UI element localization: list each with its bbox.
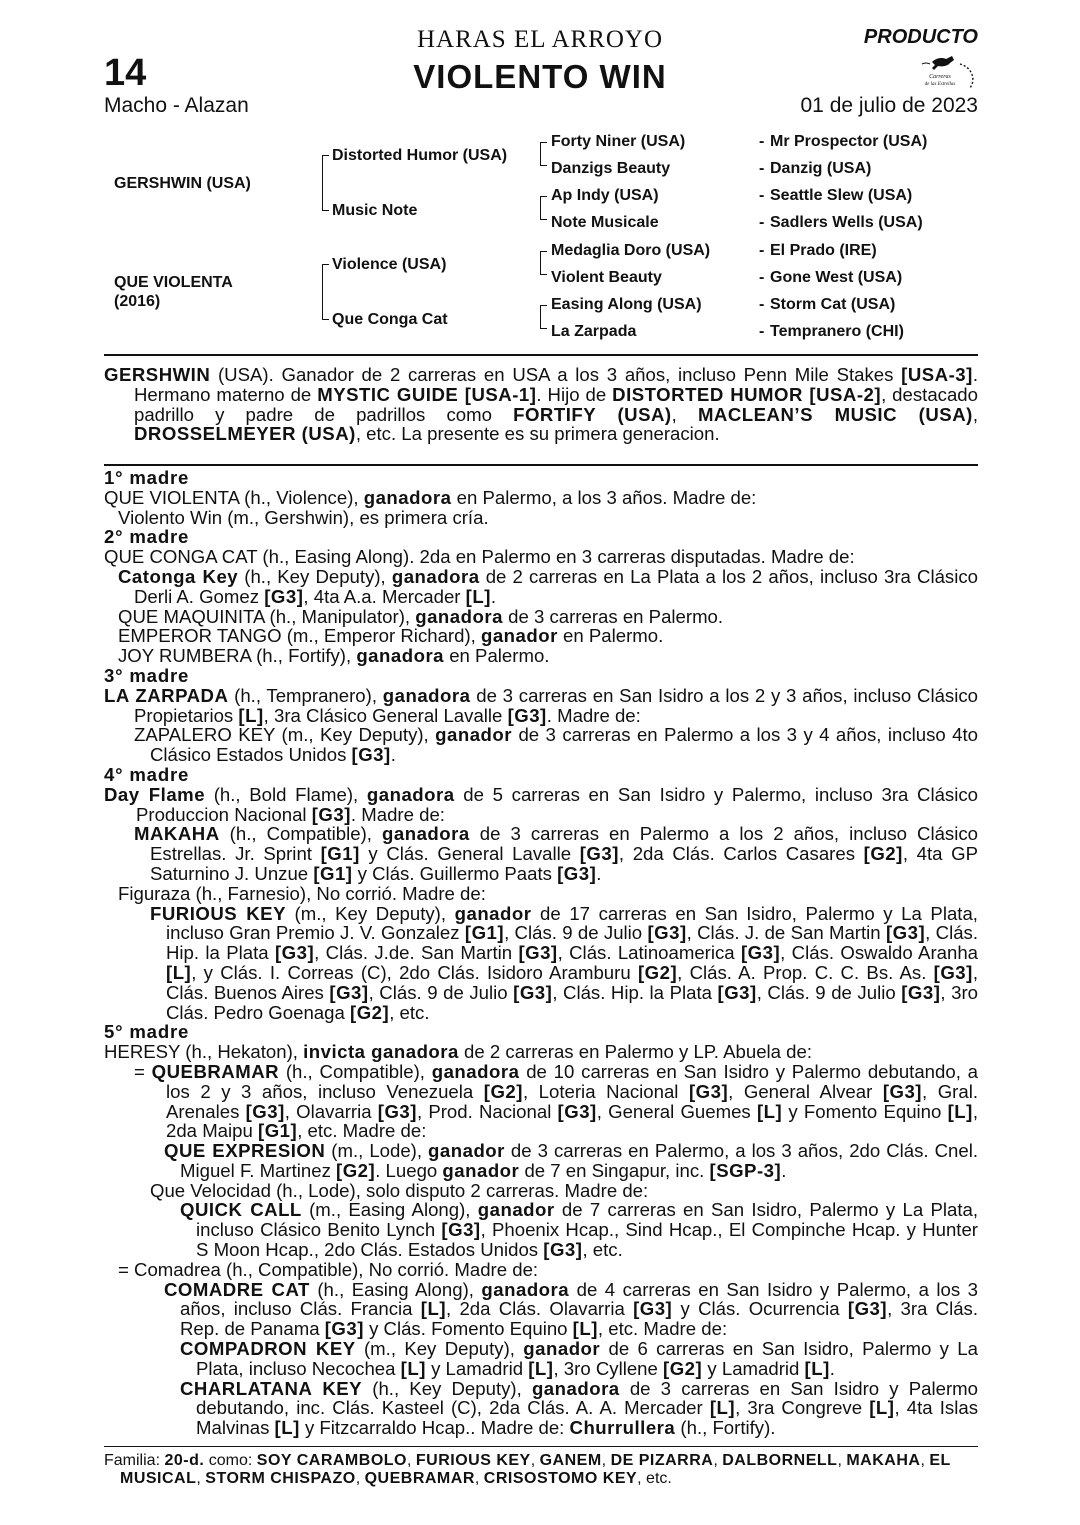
text: ganador <box>442 1159 520 1181</box>
text: , <box>355 1470 365 1487</box>
text: , Clás. 9 de Julio <box>756 981 902 1003</box>
text: , <box>671 403 698 425</box>
text: (h., Easing Along), <box>309 1278 482 1300</box>
text: , General Guemes <box>596 1100 757 1122</box>
text: COMPADRON KEY <box>180 1338 356 1360</box>
text: [G3] <box>513 981 553 1003</box>
text: de 2 carreras en Palermo y LP. Abuela de: <box>458 1041 813 1063</box>
text: ganadora <box>363 486 452 508</box>
text: en Palermo. <box>557 625 664 647</box>
text: [G1] <box>313 862 353 884</box>
document-tag: PRODUCTO <box>863 26 978 48</box>
text: . <box>829 1357 835 1379</box>
text: ganadora <box>481 1278 570 1300</box>
text: (h., Fortify). <box>675 1417 776 1439</box>
text: . <box>490 585 497 607</box>
pedigree-bracket <box>540 196 547 220</box>
text: y Clás. Ocurrencia <box>672 1298 848 1320</box>
text: (h., Tempranero), <box>228 684 383 706</box>
text: EMPEROR TANGO (m., Emperor Richard), <box>118 625 481 647</box>
grade: [USA-3] <box>901 364 973 385</box>
text: , <box>530 1452 540 1469</box>
text: (USA). Ganador de 2 carreras en USA a los 3 años, incluso Penn Mile Stakes <box>210 364 902 385</box>
carreras-logo-icon <box>902 54 978 94</box>
pedigree-dash: - <box>759 214 765 231</box>
haras-name: HARAS EL ARROYO <box>416 26 664 53</box>
text: y Clás. Guillermo Paats <box>352 862 558 884</box>
text: , Clás. J. de San Martin <box>686 922 886 944</box>
text: ganadora <box>531 1377 620 1399</box>
text: FURIOUS KEY <box>415 1452 531 1469</box>
svg-text:de las Estrellas: de las Estrellas <box>924 82 956 87</box>
text: CRISOSTOMO KEY <box>483 1470 638 1487</box>
text: CHARLATANA KEY <box>180 1377 363 1399</box>
text: de 7 en Singapur, inc. <box>519 1159 710 1181</box>
section-heading: 1° madre <box>104 467 190 488</box>
text: , Clás. J.de. San Martin <box>314 942 519 964</box>
text: QUEBRAMAR <box>364 1470 475 1487</box>
text: [G3] <box>882 1080 922 1102</box>
text: , Gral. Arenales <box>166 1080 979 1122</box>
text: [G3] <box>245 1100 285 1122</box>
text: DE PIZARRA <box>610 1452 714 1469</box>
text: de 5 carreras en San Isidro y Palermo, incluso 3ra Clásico Produccion Nacional <box>136 783 978 825</box>
text: , <box>972 403 978 425</box>
text: , etc. <box>637 1470 672 1487</box>
text: y Clás. General Lavalle <box>359 843 580 865</box>
pedigree-gen3: Ap Indy (USA) <box>551 187 659 204</box>
text: de 6 carreras en San Isidro, Palermo y La Plata, incluso Necochea <box>196 1338 978 1379</box>
text: (h., Compatible), <box>219 823 383 845</box>
text: (h., Bold Flame), <box>205 783 367 805</box>
text: (m., Easing Along), <box>301 1199 478 1221</box>
text: [G3] <box>441 1219 481 1241</box>
text: [SGP-3] <box>709 1159 782 1181</box>
text: ganadora <box>356 645 445 667</box>
pedigree-dam-year: (2016) <box>114 293 161 310</box>
text: [L] <box>804 1357 830 1379</box>
text: , destacado padrillo y padre de padrillos como <box>134 383 978 425</box>
text: ganadora <box>415 605 503 627</box>
text: , <box>837 1452 847 1469</box>
text: QUEBRAMAR <box>151 1060 280 1082</box>
text: [G3] <box>324 1318 364 1340</box>
text: HERESY (h., Hekaton), <box>104 1041 304 1063</box>
pedigree-gen4: Gone West (USA) <box>770 269 903 286</box>
text: , 4ta Islas Malvinas <box>196 1397 978 1439</box>
horse-ref: MACLEAN’S MUSIC (USA) <box>697 403 973 425</box>
pedigree-dash: - <box>759 133 765 150</box>
text: GANEM <box>539 1452 602 1469</box>
text: [G2] <box>637 961 678 983</box>
text: . <box>781 1159 787 1181</box>
text: [G1] <box>258 1120 298 1142</box>
text: , Clás. 9 de Julio <box>368 981 514 1003</box>
text: [G3] <box>507 704 547 726</box>
horse-name: VIOLENTO WIN <box>413 58 667 95</box>
pedigree-gen2: Violence (USA) <box>332 256 447 273</box>
text: [L] <box>869 1397 895 1419</box>
horse-ref: FORTIFY (USA) <box>513 403 672 425</box>
pedigree-bracket <box>540 251 547 275</box>
text: [G3] <box>518 942 558 964</box>
text: , <box>196 1470 206 1487</box>
pedigree-bracket <box>540 305 547 329</box>
text: . Madre de: <box>350 803 445 825</box>
pedigree-gen4: Tempranero (CHI) <box>770 323 904 340</box>
text: [G3] <box>740 942 781 964</box>
text: , 4ta A.a. Mercader <box>303 585 466 607</box>
divider <box>104 354 978 356</box>
pedigree-bracket <box>540 142 547 166</box>
text: [G3] <box>688 1080 729 1102</box>
text: MAKAHA <box>846 1452 921 1469</box>
text: = Comadrea (h., Compatible), No corrió. Madre de: <box>118 1258 539 1280</box>
text: DALBORNELL <box>722 1452 838 1469</box>
text: ganador <box>428 1140 505 1162</box>
text: Catonga Key <box>118 565 239 587</box>
text: [G2] <box>483 1080 523 1102</box>
pedigree-gen4: Storm Cat (USA) <box>770 296 896 313</box>
text: [G3] <box>264 585 304 607</box>
text: [G2] <box>663 1357 703 1379</box>
text: [L] <box>709 1397 736 1419</box>
text: [G3] <box>351 744 391 766</box>
section-heading: 5° madre <box>104 1021 190 1043</box>
pedigree-gen4: El Prado (IRE) <box>770 242 877 259</box>
family-footer <box>104 1452 978 1488</box>
text: [G3] <box>633 1298 673 1320</box>
pedigree-gen3: Medaglia Doro (USA) <box>551 242 711 259</box>
text: ZAPALERO KEY (m., Key Deputy), <box>134 724 436 746</box>
text: , etc. La presente es su primera generacion. <box>355 423 720 445</box>
horse-ref: DISTORTED HUMOR [USA-2] <box>612 383 882 405</box>
pedigree-dash: - <box>759 323 765 340</box>
text: , <box>406 1452 416 1469</box>
text: ganador <box>480 625 558 647</box>
text: [L] <box>420 1298 447 1320</box>
text: [G3] <box>557 862 597 884</box>
text: [G3] <box>885 922 926 944</box>
text: , 2da Clás. Carlos Casares <box>618 843 864 865</box>
text: [L] <box>756 1100 783 1122</box>
text: , y Clás. I. Correas (C), 2do Clás. Isidoro Aramburu <box>191 961 638 983</box>
text: [G1] <box>464 922 505 944</box>
text: de 2 carreras en La Plata a los 2 años, incluso 3ra Clásico Derli A. Gomez <box>134 565 978 607</box>
text: [G3] <box>647 922 687 944</box>
text: , <box>474 1470 484 1487</box>
text: , etc. Madre de: <box>297 1120 427 1142</box>
text: , 4ta GP Saturnino J. Unzue <box>150 843 978 884</box>
text: , Phoenix Hcap., Sind Hcap., El Compinche Hcap. y Hunter S Moon Hcap., 2do Clás. Estados Unidos <box>196 1219 978 1261</box>
family-section <box>104 468 978 1438</box>
text: , Clás. 9 de Julio <box>504 922 648 944</box>
text: , <box>713 1452 723 1469</box>
pedigree-dash: - <box>759 296 765 313</box>
text: , General Alvear <box>728 1080 883 1102</box>
text: COMADRE CAT <box>164 1278 310 1300</box>
text: QUE MAQUINITA (h., Manipulator), <box>118 605 416 627</box>
text: , Loteria Nacional <box>522 1080 689 1102</box>
section-heading: 4° madre <box>104 763 190 785</box>
text: (h., Key Deputy), <box>362 1377 532 1399</box>
pedigree-bracket <box>322 155 329 211</box>
svg-text:Carreras: Carreras <box>929 74 951 80</box>
text: (m., Key Deputy), <box>285 902 455 924</box>
text: , <box>601 1452 611 1469</box>
text: , Olavarria <box>284 1100 378 1122</box>
text: [G3] <box>543 1239 583 1261</box>
text: de 3 carreras en Palermo, a los 3 años, 2do Clás. Cnel. Miguel F. Martinez <box>180 1140 978 1181</box>
text: (m., Lode), <box>325 1140 429 1162</box>
pedigree-dash: - <box>759 187 765 204</box>
text: SOY CARAMBOLO <box>256 1452 407 1469</box>
text: . Hermano materno de <box>134 364 978 405</box>
text: , 3ro Cyllene <box>553 1357 664 1379</box>
text: ganadora <box>366 783 455 805</box>
text: [G3] <box>901 981 941 1003</box>
text: , Prod. Nacional <box>416 1100 558 1122</box>
text: ganadora <box>431 1060 520 1082</box>
pedigree-gen3: Danzigs Beauty <box>551 160 671 177</box>
pedigree-sire: GERSHWIN (USA) <box>114 175 251 192</box>
text: [L] <box>465 585 491 607</box>
pedigree-gen3: Violent Beauty <box>551 269 662 286</box>
text: de 3 carreras en Palermo. <box>502 605 724 627</box>
pedigree-dash: - <box>759 242 765 259</box>
text: . Madre de: <box>546 704 641 726</box>
text: ganador <box>477 1199 555 1221</box>
pedigree-gen3: Note Musicale <box>551 214 659 231</box>
text: , Clás. Hip. la Plata <box>166 922 979 964</box>
text: Violento Win (m., Gershwin), es primera cría. <box>118 506 489 528</box>
pedigree-gen4: Seattle Slew (USA) <box>770 187 913 204</box>
text: [L] <box>572 1318 598 1340</box>
text: Churrullera <box>569 1417 676 1439</box>
sex-color: Macho - Alazan <box>104 94 249 117</box>
text: , Clás. Buenos Aires <box>166 961 979 1003</box>
text: (h., Compatible), <box>279 1060 432 1082</box>
divider <box>104 464 978 466</box>
text: QUE CONGA CAT (h., Easing Along). 2da en Palermo en 3 carreras disputadas. Madre de: <box>104 546 855 568</box>
horse-ref: DROSSELMEYER (USA) <box>134 423 356 445</box>
pedigree-dash: - <box>759 160 765 177</box>
text: de 3 carreras en Palermo a los 2 años, incluso Clásico Estrellas. Jr. Sprint <box>150 823 978 865</box>
text: (m., Key Deputy), <box>355 1338 524 1360</box>
text: (h., Key Deputy), <box>238 565 392 587</box>
text: [G3] <box>717 981 757 1003</box>
text: . <box>596 862 602 884</box>
text: de 3 carreras en San Isidro a los 2 y 3 años, incluso Clásico Propietarios <box>134 684 978 726</box>
text: y Lamadrid <box>425 1357 529 1379</box>
text: ganadora <box>382 684 471 706</box>
text: [G1] <box>320 843 360 865</box>
text: [L] <box>274 1417 300 1439</box>
text: QUE EXPRESION <box>164 1140 326 1162</box>
text: QUE VIOLENTA (h., Violence), <box>104 486 364 508</box>
text: QUICK CALL <box>180 1199 302 1221</box>
text: , Clás. Latinoamerica <box>557 942 741 964</box>
text: , etc. <box>389 1001 430 1023</box>
text: . Luego <box>375 1159 443 1181</box>
text: 20-d. <box>164 1452 205 1469</box>
section-heading: 3° madre <box>104 664 190 686</box>
pedigree-gen3: La Zarpada <box>551 323 637 340</box>
text: [L] <box>947 1100 973 1122</box>
text: en Palermo. <box>444 645 550 667</box>
pedigree-gen2: Que Conga Cat <box>332 311 448 328</box>
text: Day Flame <box>104 783 206 805</box>
pedigree-gen4: Sadlers Wells (USA) <box>770 214 923 231</box>
text: como: <box>204 1452 257 1469</box>
sire-name: GERSHWIN <box>104 364 211 385</box>
text: [L] <box>528 1357 554 1379</box>
lot-number: 14 <box>104 52 147 94</box>
text: , 3ra Clásico General Lavalle <box>263 704 508 726</box>
pedigree-gen2: Distorted Humor (USA) <box>332 147 508 164</box>
text: de 3 carreras en San Isidro y Palermo debutando, inc. Clás. Kasteel (C), 2da Clás. A. A. Mercader <box>196 1377 978 1419</box>
text: [G3] <box>311 803 351 825</box>
text: [G2] <box>336 1159 376 1181</box>
text: , <box>920 1452 930 1469</box>
text: de 4 carreras en San Isidro y Palermo, a los 3 años, incluso Clás. Francia <box>180 1278 978 1320</box>
text: = <box>134 1060 152 1082</box>
text: [G3] <box>557 1100 597 1122</box>
text: , 3ra Congreve <box>735 1397 870 1419</box>
text: invicta ganadora <box>303 1041 459 1063</box>
text: de 17 carreras en San Isidro, Palermo y La Plata, incluso Gran Premio J. V. Gonzalez <box>166 902 978 944</box>
text: , etc. Madre de: <box>597 1318 728 1340</box>
text: en Palermo, a los 3 años. Madre de: <box>451 486 757 508</box>
horse-ref: MYSTIC GUIDE [USA-1] <box>317 383 537 405</box>
text: [G3] <box>377 1100 417 1122</box>
text: y Lamadrid <box>702 1357 805 1379</box>
text: EL MUSICAL <box>120 1452 951 1487</box>
text: ganador <box>435 724 513 746</box>
text: MAKAHA <box>134 823 220 845</box>
text: [G3] <box>579 843 619 865</box>
text: . Hijo de <box>536 383 613 405</box>
text: STORM CHISPAZO <box>205 1470 356 1487</box>
sire-note <box>104 365 978 444</box>
divider <box>104 1446 978 1447</box>
text: ganador <box>454 902 532 924</box>
text: FURIOUS KEY <box>150 902 286 924</box>
text: , Clás. A. Prop. C. C. Bs. As. <box>677 961 934 983</box>
text: , 2da Maipu <box>166 1100 978 1142</box>
text: y Fitzcarraldo Hcap.. Madre de: <box>299 1417 570 1439</box>
text: , etc. <box>582 1239 623 1261</box>
text: [L] <box>166 961 192 983</box>
text: [G3] <box>933 961 973 983</box>
text: , Clás. Hip. la Plata <box>552 981 718 1003</box>
section-heading: 2° madre <box>104 526 190 548</box>
text: [L] <box>238 704 264 726</box>
pedigree-gen3: Easing Along (USA) <box>551 296 702 313</box>
text: ganadora <box>382 823 470 845</box>
text: . <box>390 744 396 766</box>
text: [G2] <box>863 843 903 865</box>
text: ganadora <box>391 565 480 587</box>
text: de 7 carreras en San Isidro, Palermo y La Plata, incluso Clásico Benito Lynch <box>196 1199 979 1241</box>
pedigree-gen4: Danzig (USA) <box>770 160 872 177</box>
text: de 10 carreras en San Isidro y Palermo debutando, a los 2 y 3 años, incluso Venezuela <box>166 1060 978 1102</box>
text: y Clás. Fomento Equino <box>363 1318 573 1340</box>
text: [G2] <box>350 1001 390 1023</box>
text: [G3] <box>329 981 369 1003</box>
text: [G3] <box>274 942 315 964</box>
text: , 2da Clás. Olavarria <box>446 1298 634 1320</box>
text: , 3ra Clás. Rep. de Panama <box>180 1298 978 1340</box>
text: de 3 carreras en Palermo a los 3 y 4 años, incluso 4to Clásico Estados Unidos <box>150 724 979 766</box>
text: LA ZARPADA <box>104 684 229 706</box>
pedigree-bracket <box>322 264 329 320</box>
text: , 3ro Clás. Pedro Goenaga <box>166 981 978 1023</box>
pedigree-gen2: Music Note <box>332 202 418 219</box>
text: Familia: <box>104 1452 165 1469</box>
text: [L] <box>400 1357 426 1379</box>
text: [G3] <box>847 1298 888 1320</box>
pedigree-dam: QUE VIOLENTA <box>114 274 233 291</box>
text: Que Velocidad (h., Lode), solo disputo 2 carreras. Madre de: <box>150 1179 649 1201</box>
pedigree-dash: - <box>759 269 765 286</box>
pedigree-gen4: Mr Prospector (USA) <box>770 133 928 150</box>
text: Figuraza (h., Farnesio), No corrió. Madre de: <box>118 882 486 904</box>
text: y Fomento Equino <box>782 1100 948 1122</box>
text: ganador <box>523 1338 601 1360</box>
text: JOY RUMBERA (h., Fortify), <box>118 645 357 667</box>
birth-date: 01 de julio de 2023 <box>800 94 978 117</box>
text: , Clás. Oswaldo Aranha <box>780 942 978 964</box>
pedigree-gen3: Forty Niner (USA) <box>551 133 686 150</box>
